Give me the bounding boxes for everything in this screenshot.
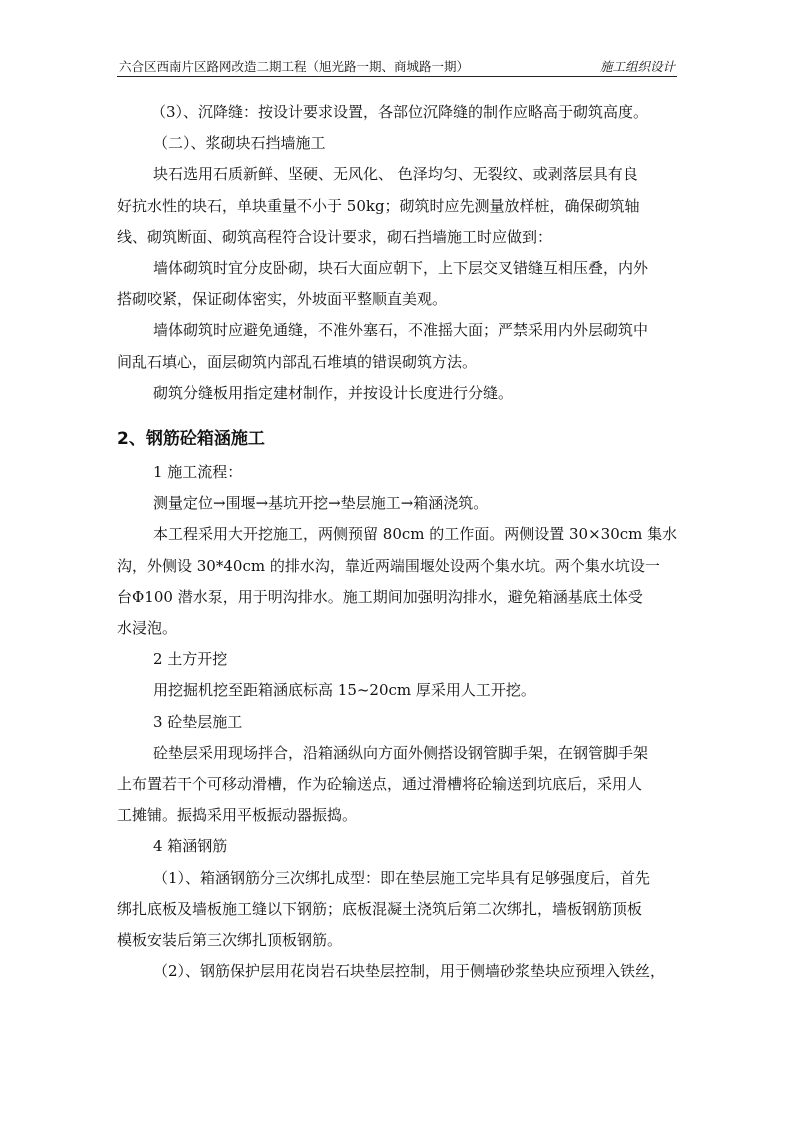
subheading-cushion-layer: 3 砼垫层施工 — [153, 712, 243, 731]
paragraph-line: 线、砌筑断面、砌筑高程符合设计要求，砌石挡墙施工时应做到： — [117, 227, 553, 246]
paragraph-line: （1）、箱涵钢筋分三次绑扎成型：即在垫层施工完毕具有足够强度后，首先 — [153, 868, 651, 887]
paragraph-line: 绑扎底板及墙板施工缝以下钢筋；底板混凝土浇筑后第二次绑扎，墙板钢筋顶板 — [117, 899, 643, 918]
paragraph-settlement-joint: （3）、沉降缝：按设计要求设置，各部位沉降缝的制作应略高于砌筑高度。 — [151, 103, 649, 121]
paragraph-line: 好抗水性的块石，单块重量不小于 50kg；砌筑时应先测量放样桩，确保砌筑轴 — [117, 196, 640, 215]
paragraph-line: 墙体砌筑时宜分皮卧砌，块石大面应朝下，上下层交叉错缝互相压叠，内外 — [153, 259, 649, 278]
paragraph-line: 台Φ100 潜水泵，用于明沟排水。施工期间加强明沟排水，避免箱涵基底土体受 — [117, 587, 643, 606]
paragraph-line: 水浸泡。 — [117, 619, 178, 638]
paragraph-line: 上布置若干个可移动滑槽，作为砼输送点，通过滑槽将砼输送到坑底后，采用人 — [117, 775, 643, 794]
page-header — [117, 54, 677, 77]
paragraph-line: 用挖掘机挖至距箱涵底标高 15~20cm 厚采用人工开挖。 — [153, 681, 536, 700]
paragraph-line: 沟，外侧设 30*40cm 的排水沟，靠近两端围堰处设两个集水坑。两个集水坑设一 — [117, 556, 660, 575]
paragraph-line: 砼垫层采用现场拌合，沿箱涵纵向方面外侧搭设钢管脚手架，在钢管脚手架 — [153, 743, 649, 762]
paragraph-line: 间乱石填心，面层砌筑内部乱石堆填的错误砌筑方法。 — [117, 352, 478, 371]
paragraph-line: 搭砌咬紧，保证砌体密实，外坡面平整顺直美观。 — [117, 290, 448, 309]
paragraph-line: 测量定位→围堰→基坑开挖→垫层施工→箱涵浇筑。 — [153, 494, 489, 513]
paragraph-line: 工摊铺。振捣采用平板振动器振捣。 — [117, 806, 358, 825]
subheading-rebar: 4 箱涵钢筋 — [153, 837, 228, 856]
header-doc-type: 施工组织设计 — [599, 59, 675, 74]
header-project-title: 六合区西南片区路网改造二期工程（旭光路一期、商城路一期） — [119, 59, 470, 74]
paragraph-line: 模板安装后第三次绑扎顶板钢筋。 — [117, 931, 343, 950]
section-heading-box-culvert: 2、钢筋砼箱涵施工 — [117, 429, 265, 450]
paragraph-line: （2）、钢筋保护层用花岗岩石块垫层控制，用于侧墙砂浆垫块应预埋入铁丝， — [153, 962, 666, 981]
subheading-excavation: 2 土方开挖 — [153, 650, 228, 669]
paragraph-line: 本工程采用大开挖施工，两侧预留 80cm 的工作面。两侧设置 30×30cm 集水 — [153, 525, 677, 544]
paragraph-line: 墙体砌筑时应避免通缝，不准外塞石，不准摇大面；严禁采用内外层砌筑中 — [153, 321, 649, 340]
paragraph-line: 块石选用石质新鲜、坚硬、无风化、 色泽均匀、无裂纹、或剥落层具有良 — [153, 165, 638, 184]
section-heading-retaining-wall: （二）、浆砌块石挡墙施工 — [153, 134, 326, 153]
document-body — [117, 97, 677, 987]
paragraph-line: 砌筑分缝板用指定建材制作，并按设计长度进行分缝。 — [153, 383, 514, 402]
subheading-construction-flow: 1 施工流程： — [153, 463, 243, 482]
